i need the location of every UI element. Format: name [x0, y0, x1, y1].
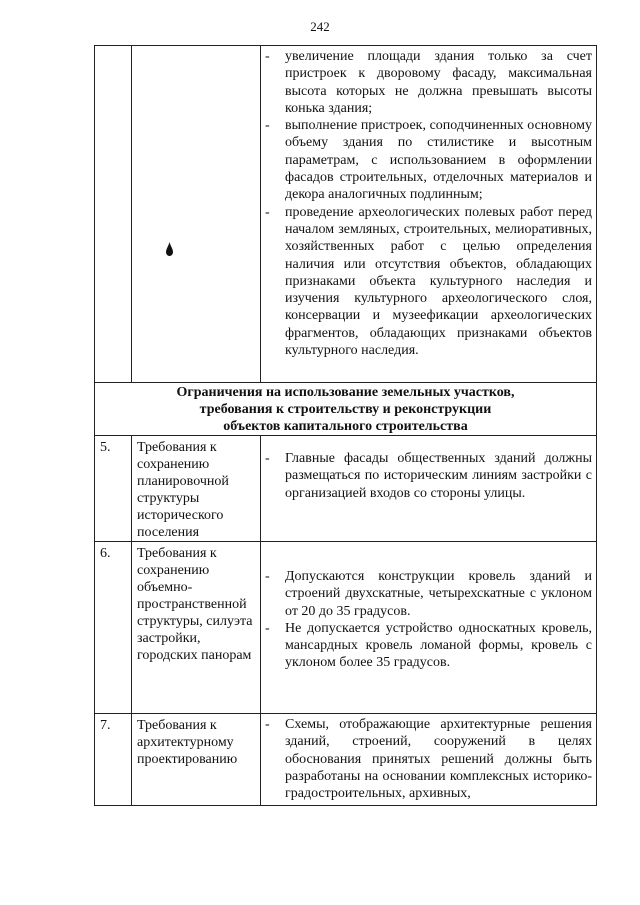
row-number: 5. — [95, 436, 132, 542]
bullet-list — [265, 716, 592, 802]
table-row — [95, 542, 597, 714]
bullet-dash: - — [265, 204, 270, 220]
table-row — [95, 714, 597, 806]
empty-num-cell — [95, 46, 132, 383]
bullet-dash: - — [265, 451, 270, 466]
bullet-dash: - — [265, 118, 270, 134]
section-heading: Ограничения на использование земельных участков, требования к строительству и реконструкции объектов капитального строительства — [95, 383, 597, 436]
content-cell — [261, 714, 597, 806]
table-row — [95, 436, 597, 542]
bullet-dash: - — [265, 620, 270, 636]
bullet-dash: - — [265, 717, 270, 732]
table-row-continued — [95, 46, 597, 383]
row-number: 6. — [95, 542, 132, 714]
requirement-cell: Требования к архитектурному проектированию — [132, 714, 261, 806]
list-item: - выполнение пристроек, соподчиненных основному объему здания по стилистике и высотным параметрам, с использованием в оформлении фасадов строительных, отделочных материалов и декора аналогичных подлинным; — [265, 118, 592, 203]
regulations-table — [94, 45, 597, 806]
list-item: - Не допускается устройство односкатных кровель, мансардных кровель ломаной формы, кровель с уклоном более 35 градусов. — [265, 620, 592, 671]
content-cell — [261, 436, 597, 542]
bullet-dash: - — [265, 49, 270, 64]
content-cell — [261, 46, 597, 383]
bullet-dash: - — [265, 569, 270, 584]
content-cell — [261, 542, 597, 714]
empty-requirement-cell — [132, 46, 261, 383]
bullet-list — [265, 450, 592, 502]
requirement-cell: Требования к сохранению объемно-пространственной структуры, силуэта застройки, городских панорам — [132, 542, 261, 714]
list-item: - Схемы, отображающие архитектурные решения зданий, строений, сооружений в целях обоснования принятых решений должны быть разработаны на основании комплексных историко-градостроительных, архивных, — [265, 717, 592, 802]
page-number: 242 — [310, 19, 330, 34]
list-item: - проведение археологических полевых работ перед началом земляных, строительных, мелиоративных, хозяйственных работ с целью определения наличия или отсутствия объектов, обладающих признаками объекта культурного наследия и изучения культурного археологического слоя, консервации и музеефикации археологических фрагментов, обладающих признаками объектов культурного наследия. — [265, 204, 592, 359]
list-item: - Главные фасады общественных зданий должны размещаться по историческим линиям застройки с организацией входов со стороны улицы. — [265, 451, 592, 501]
section-heading-row — [95, 383, 597, 436]
list-item: - увеличение площади здания только за счет пристроек к дворовому фасаду, максимальная высота которых не должна превышать высоты конька здания; — [265, 49, 592, 116]
requirement-cell: Требования к сохранению планировочной структуры исторического поселения — [132, 436, 261, 542]
bullet-list — [265, 568, 592, 672]
bullet-list — [265, 48, 592, 359]
list-item: - Допускаются конструкции кровель зданий и строений двухскатные, четырехскатные с уклоном от 20 до 35 градусов. — [265, 569, 592, 619]
row-number: 7. — [95, 714, 132, 806]
ink-drop-icon — [166, 242, 173, 256]
